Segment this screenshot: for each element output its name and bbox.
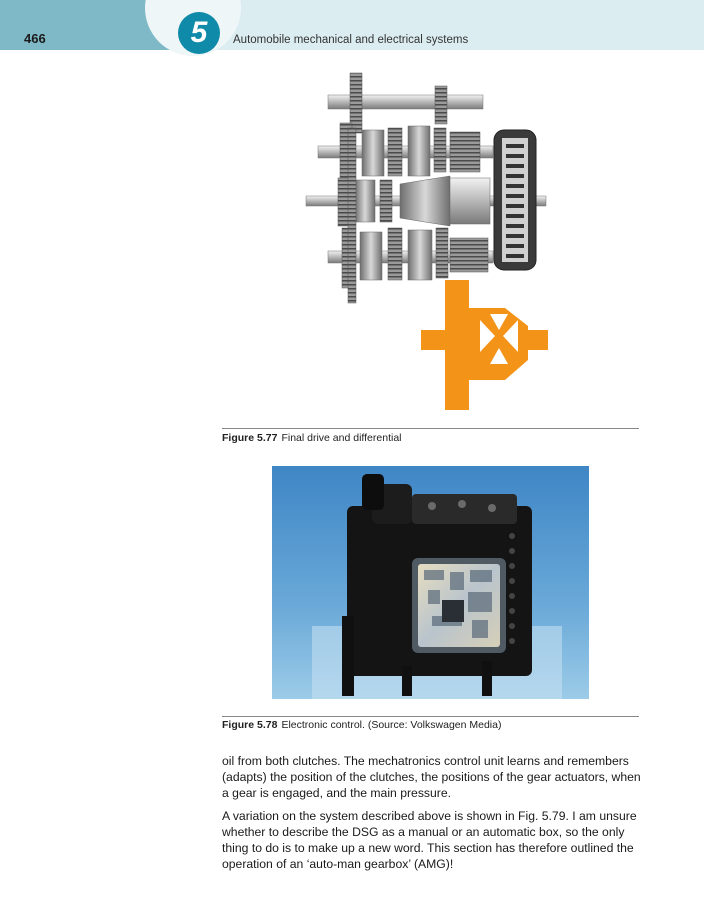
figure-label: Figure 5.77 <box>222 432 278 444</box>
body-text <box>222 753 642 878</box>
figure-caption-text: Final drive and differential <box>281 432 402 444</box>
figure-label: Figure 5.78 <box>222 719 278 731</box>
caption-rule <box>222 716 639 717</box>
page-number: 466 <box>24 31 46 46</box>
paragraph: A variation on the system described above is shown in Fig. 5.79. I am unsure whether to describe the DSG as a manual or an automatic box, so the only thing to do is to make up a new word. This section has therefore outlined the operation of an ‘auto-man gearbox’ (AMG)! <box>222 808 637 872</box>
figure-caption-text: Electronic control. (Source: Volkswagen Media) <box>281 719 502 731</box>
electronic-control-photo <box>272 466 589 699</box>
figure-caption <box>222 432 402 444</box>
paragraph: oil from both clutches. The mechatronics control unit learns and remembers (adapts) the position of the clutches, the positions of the gear actuators, when a gear is engaged, and the main pressure. <box>222 754 641 801</box>
figure-caption <box>222 719 501 731</box>
chapter-number-badge: 5 <box>178 12 220 54</box>
running-head: Automobile mechanical and electrical systems <box>233 34 469 46</box>
caption-rule <box>222 428 639 429</box>
final-drive-diagram <box>300 68 560 413</box>
